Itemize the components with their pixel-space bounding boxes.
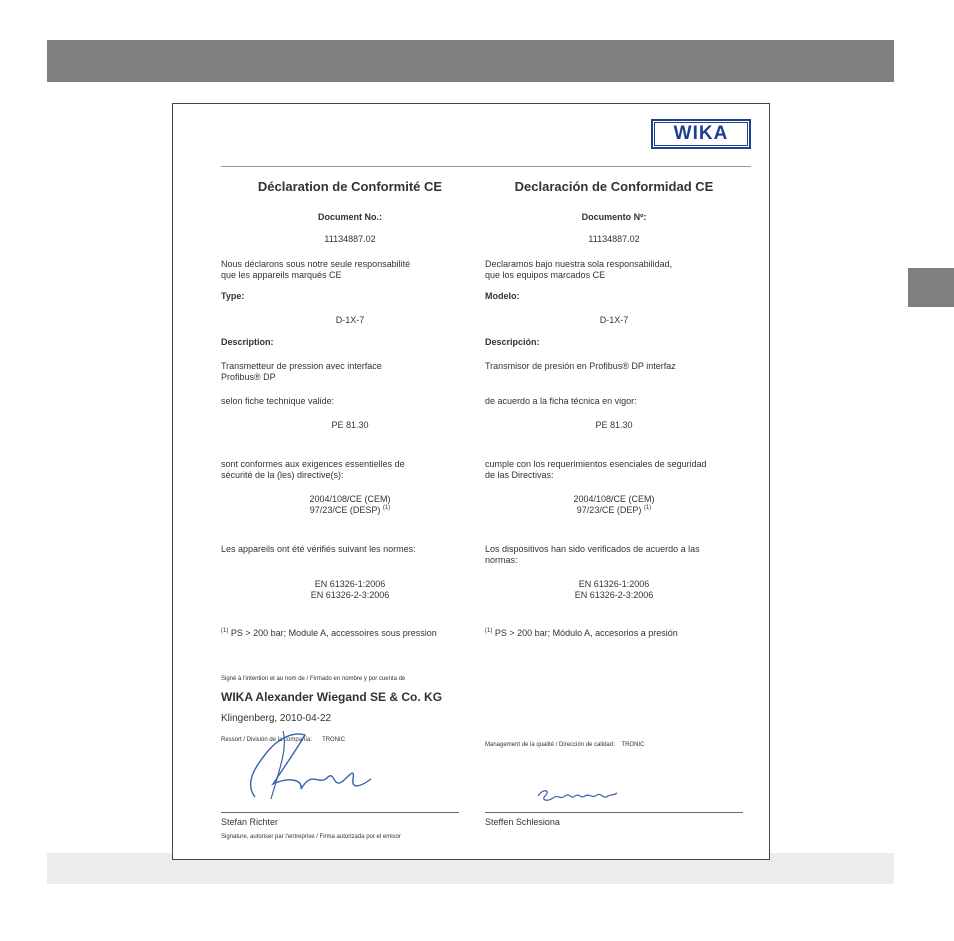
declaration-document bbox=[172, 103, 770, 860]
french-desc-1: Transmetteur de pression avec interface bbox=[221, 361, 382, 371]
french-footnote: $^{(1)}$ PS > 200 bar; Module A, accessoires sous pression bbox=[221, 628, 437, 638]
french-type-label: Type: bbox=[221, 291, 245, 301]
place-date: Klingenberg, 2010-04-22 bbox=[221, 713, 332, 724]
management: Management de la qualité / Dirección de calidad: TRONIC bbox=[485, 742, 645, 748]
french-directive-1: 2004/108/CE (CEM) bbox=[309, 494, 391, 504]
french-directive-2: 97/23/CE (DESP) $^{(1)}$ bbox=[309, 505, 391, 515]
wika-logo bbox=[651, 119, 751, 149]
spanish-desc-label: Descripción: bbox=[485, 337, 540, 347]
spanish-footnote: $^{(1)}$ PS > 200 bar; Módulo A, accesorios a presión bbox=[485, 628, 678, 638]
french-doc-label: Document No.: bbox=[318, 212, 382, 222]
signature-line-right bbox=[485, 812, 743, 813]
french-desc-label: Description: bbox=[221, 337, 274, 347]
french-conform-1: sont conformes aux exigences essentielles de bbox=[221, 459, 405, 469]
spanish-desc-1: Transmisor de presión en Profibus® DP interfaz bbox=[485, 361, 676, 371]
spanish-type-label: Modelo: bbox=[485, 291, 520, 301]
french-conform-2: sécurité de la (les) directive(s): bbox=[221, 470, 344, 480]
logo-text: WIKA bbox=[654, 122, 748, 146]
spanish-type-value: D-1X-7 bbox=[599, 315, 629, 325]
spanish-intro-1: Declaramos bajo nuestra sola responsabilidad, bbox=[485, 259, 673, 269]
french-datasheet-intro: selon fiche technique valide: bbox=[221, 396, 335, 406]
french-datasheet: PE 81.30 bbox=[331, 420, 369, 430]
french-tested: Les appareils ont été vérifiés suivant les normes: bbox=[221, 544, 416, 554]
spanish-directive-1: 2004/108/CE (CEM) bbox=[573, 494, 655, 504]
spanish-doc-number: 11134887.02 bbox=[588, 234, 640, 244]
french-type-value: D-1X-7 bbox=[335, 315, 365, 325]
french-intro-2: que les appareils marqués CE bbox=[221, 270, 342, 280]
french-desc-2: Profibus® DP bbox=[221, 372, 276, 382]
signature-line-left bbox=[221, 812, 459, 813]
spanish-datasheet-intro: de acuerdo a la ficha técnica en vigor: bbox=[485, 396, 637, 406]
french-intro-1: Nous déclarons sous notre seule responsabilité bbox=[221, 259, 411, 269]
french-norm-1: EN 61326-1:2006 bbox=[314, 579, 386, 589]
signer-right: Steffen Schlesiona bbox=[485, 817, 560, 827]
french-title: Déclaration de Conformité CE bbox=[257, 179, 443, 194]
spanish-doc-label: Documento Nº: bbox=[581, 212, 647, 222]
signature-richter bbox=[243, 729, 383, 804]
spanish-conform-1: cumple con los requerimientos esenciales de seguridad bbox=[485, 459, 707, 469]
division: Ressort / División de la compañía: TRONIC bbox=[221, 737, 346, 743]
spanish-norm-2: EN 61326-2-3:2006 bbox=[574, 590, 654, 600]
signed-for: Signé à l'intention et au nom de / Firmado en nombre y por cuenta de bbox=[221, 676, 406, 682]
signature-schlesiona bbox=[533, 784, 623, 806]
spanish-norm-1: EN 61326-1:2006 bbox=[578, 579, 650, 589]
company-name: WIKA Alexander Wiegand SE & Co. KG bbox=[221, 690, 443, 704]
spanish-datasheet: PE 81.30 bbox=[595, 420, 633, 430]
signature-caption: Signature, autoriser par l'entreprise / Firma autorizada por el emisor bbox=[221, 834, 401, 840]
spanish-tested-2: normas: bbox=[485, 555, 518, 565]
side-tab bbox=[908, 268, 954, 307]
header-rule bbox=[221, 166, 751, 167]
spanish-intro-2: que los equipos marcados CE bbox=[485, 270, 606, 280]
french-doc-number: 11134887.02 bbox=[324, 234, 376, 244]
spanish-tested-1: Los dispositivos han sido verificados de acuerdo a las bbox=[485, 544, 700, 554]
signer-left: Stefan Richter bbox=[221, 817, 279, 827]
spanish-title: Declaración de Conformidad CE bbox=[514, 179, 714, 194]
spanish-directive-2: 97/23/CE (DEP) $^{(1)}$ bbox=[576, 505, 652, 515]
spanish-conform-2: de las Directivas: bbox=[485, 470, 554, 480]
header-bar bbox=[47, 40, 894, 82]
french-norm-2: EN 61326-2-3:2006 bbox=[310, 590, 390, 600]
